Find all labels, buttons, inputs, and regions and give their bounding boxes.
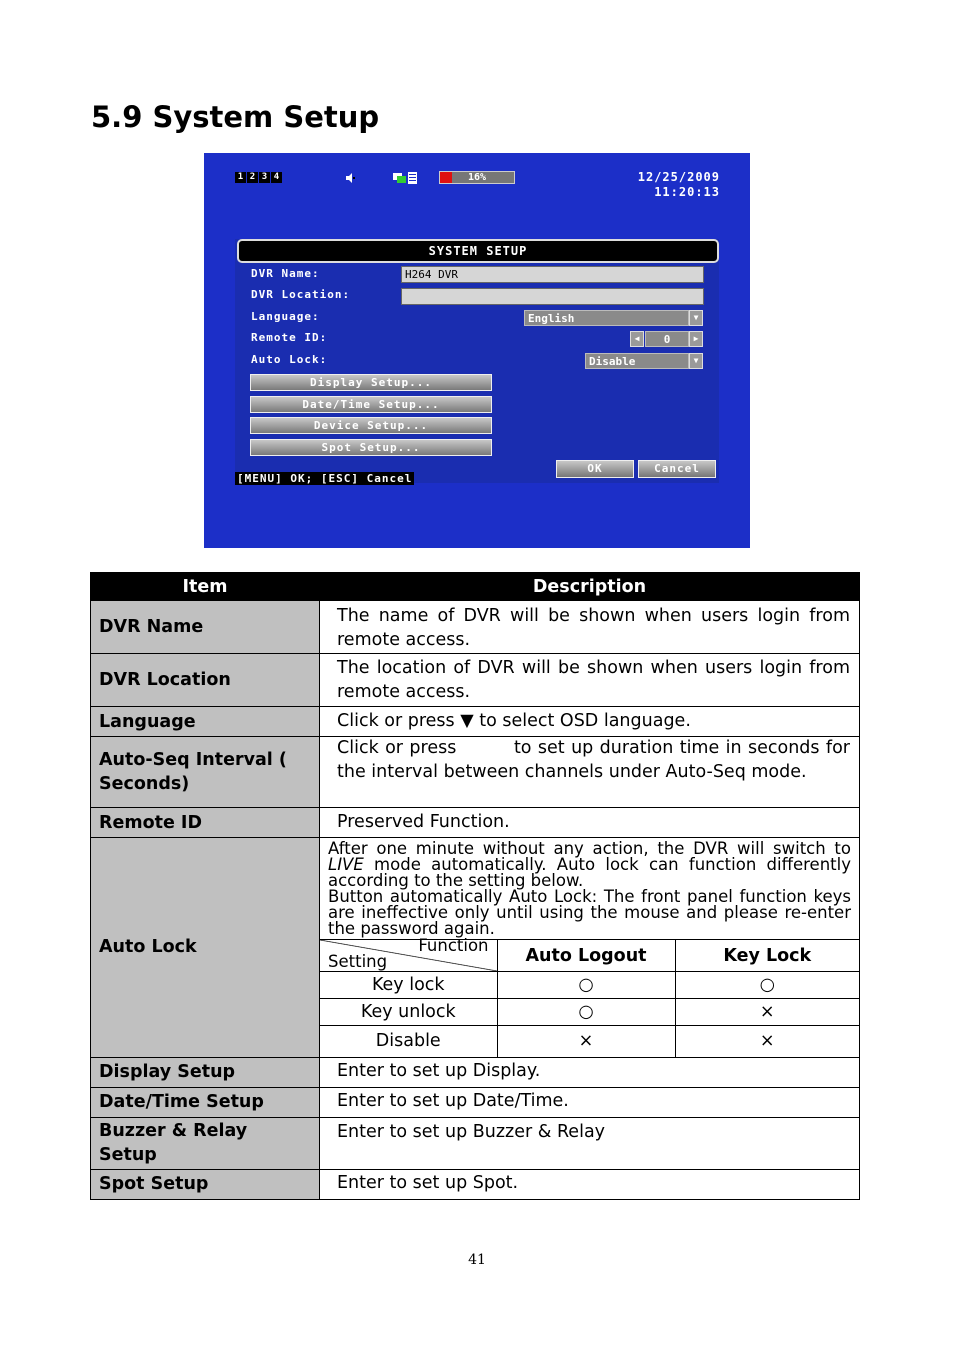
cancel-button[interactable]: Cancel — [638, 460, 716, 478]
row-description: The name of DVR will be shown when users login from remote access. — [320, 601, 860, 654]
auto-lock-text-pre: After one minute without any action, the DVR will switch to — [328, 839, 851, 858]
auto-lock-text-post: mode automatically. Auto lock can function differently according to the setting below. — [328, 855, 851, 890]
table-row — [91, 737, 860, 808]
auto-lock-text-2: Button automatically Auto Lock: The front panel function keys are ineffective only until using the mouse and please re-enter the password again. — [328, 887, 851, 938]
clock — [638, 170, 720, 200]
setting-name: Key unlock — [320, 999, 497, 1026]
key-lock-value: × — [675, 1026, 859, 1057]
auto-logout-value: × — [497, 1026, 675, 1057]
channel-indicators — [235, 172, 282, 183]
corner-function: Function — [418, 936, 489, 955]
setting-name: Key lock — [320, 972, 497, 999]
key-lock-value: ○ — [675, 972, 859, 999]
remote-id-value[interactable]: 0 — [645, 331, 689, 347]
row-description: Click or press to set up duration time in seconds for the interval between channels under Auto-Seq mode. — [320, 737, 860, 808]
auto-lock-text — [320, 838, 859, 939]
row-description: Enter to set up Buzzer & Relay — [320, 1117, 860, 1169]
row-item: DVR Name — [91, 601, 320, 654]
row-item: Spot Setup — [91, 1169, 320, 1199]
matrix-corner — [320, 936, 497, 972]
channel-2[interactable]: 2 — [247, 172, 258, 183]
channel-1[interactable]: 1 — [235, 172, 246, 183]
table-row — [91, 1117, 860, 1169]
row-description: Preserved Function. — [320, 808, 860, 838]
auto-lock-select[interactable]: Disable — [585, 353, 689, 369]
auto-logout-value: ○ — [497, 972, 675, 999]
row-item: DVR Location — [91, 654, 320, 707]
dvr-name-input[interactable]: H264 DVR — [401, 266, 704, 283]
channel-3[interactable]: 3 — [259, 172, 270, 183]
col-key-lock: Key Lock — [675, 940, 859, 972]
settings-table — [90, 572, 860, 1200]
row-item: Language — [91, 707, 320, 737]
ok-button[interactable]: OK — [556, 460, 634, 478]
remote-id-decrease-icon[interactable]: ◀ — [630, 331, 644, 347]
row-description: Enter to set up Display. — [320, 1057, 860, 1087]
table-row — [91, 1087, 860, 1117]
row-item: Auto Lock — [91, 838, 320, 1058]
language-label: Language: — [251, 310, 320, 323]
page-title: 5.9 System Setup — [91, 100, 380, 134]
datetime-setup-button[interactable]: Date/Time Setup... — [250, 396, 492, 413]
network-icon — [393, 172, 417, 184]
row-item: Buzzer & Relay Setup — [91, 1117, 320, 1169]
dialog-title: SYSTEM SETUP — [237, 239, 719, 263]
auto-lock-live: LIVE — [328, 855, 364, 874]
setting-name: Disable — [320, 1026, 497, 1057]
hdd-usage-bar — [439, 171, 515, 184]
table-row — [91, 601, 860, 654]
table-row — [91, 1169, 860, 1199]
col-auto-logout: Auto Logout — [497, 940, 675, 972]
speaker-icon — [344, 172, 356, 184]
clock-time: 11:20:13 — [654, 185, 720, 199]
device-setup-button[interactable]: Device Setup... — [250, 417, 492, 434]
row-description: Click or press ▼ to select OSD language. — [320, 707, 860, 737]
table-row — [91, 808, 860, 838]
system-setup-dialog — [235, 239, 719, 483]
row-item: Date/Time Setup — [91, 1087, 320, 1117]
hdd-usage-text: 16% — [467, 172, 487, 183]
table-header — [91, 573, 860, 601]
header-item: Item — [91, 573, 320, 601]
table-row — [91, 654, 860, 707]
table-row — [91, 838, 860, 1058]
remote-id-label: Remote ID: — [251, 331, 328, 344]
auto-lock-label: Auto Lock: — [251, 353, 328, 366]
dvr-location-label: DVR Location: — [251, 288, 351, 301]
row-item: Display Setup — [91, 1057, 320, 1087]
language-select[interactable]: English — [524, 310, 689, 326]
channel-4[interactable]: 4 — [271, 172, 282, 183]
auto-lock-matrix — [320, 936, 859, 1057]
table-row — [91, 707, 860, 737]
auto-lock-description — [320, 838, 860, 1058]
table-row — [91, 1057, 860, 1087]
row-description: Enter to set up Spot. — [320, 1169, 860, 1199]
row-description: The location of DVR will be shown when users login from remote access. — [320, 654, 860, 707]
row-item: Auto-Seq Interval ( Seconds) — [91, 737, 320, 808]
page-number: 41 — [468, 1252, 486, 1268]
corner-setting: Setting — [328, 952, 388, 971]
header-description: Description — [320, 573, 860, 601]
spot-setup-button[interactable]: Spot Setup... — [250, 439, 492, 456]
row-description: Enter to set up Date/Time. — [320, 1087, 860, 1117]
dvr-name-label: DVR Name: — [251, 267, 320, 280]
remote-id-increase-icon[interactable]: ▶ — [689, 331, 703, 347]
auto-lock-dropdown-arrow-icon[interactable]: ▼ — [689, 353, 703, 369]
dvr-location-input[interactable] — [401, 288, 704, 305]
key-lock-value: × — [675, 999, 859, 1026]
auto-logout-value: ○ — [497, 999, 675, 1026]
key-hint: [MENU] OK; [ESC] Cancel — [237, 472, 413, 485]
language-dropdown-arrow-icon[interactable]: ▼ — [689, 310, 703, 326]
row-item: Remote ID — [91, 808, 320, 838]
clock-date: 12/25/2009 — [637, 170, 720, 184]
dvr-screenshot — [204, 153, 750, 548]
display-setup-button[interactable]: Display Setup... — [250, 374, 492, 391]
